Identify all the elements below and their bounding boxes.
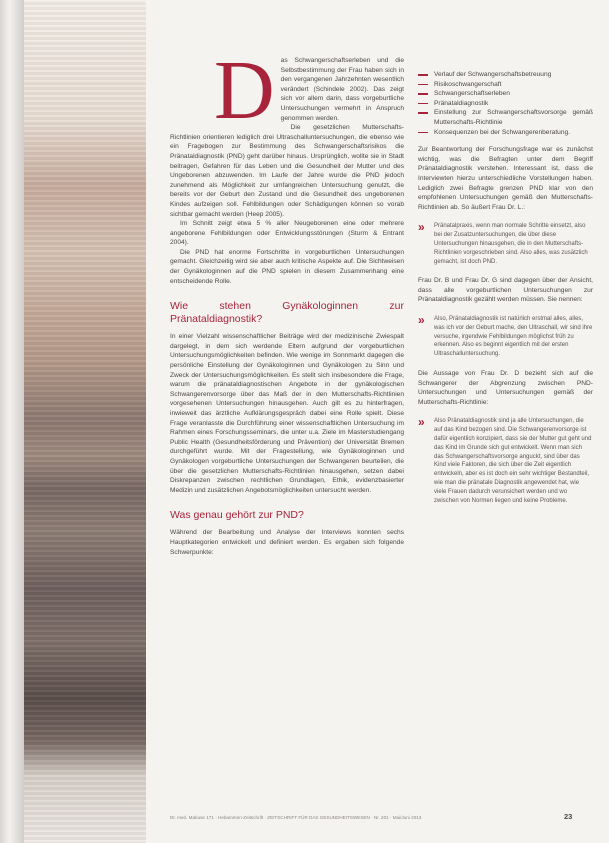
list-item: Einstellung zur Schwangerschaftsvorsorge gemäß Mutterschafts-Richtlinie <box>418 108 593 127</box>
body-paragraph: Die gesetzlichen Mutterschafts-Richtlinien orientieren lediglich drei Ultraschalluntersuchungen, die ebenso wie ein Fragebogen zur Bestimmung des Schwangerschaftsrisikos die Pränataldiagnostik (PND) geht darüber hinaus. Ursprünglich, wollte sie in Stadt beitragen, Gefahren für das Leben und die Gesundheit der Mutter und des Ungeborenen abzuwenden. Im Laufe der Jahre wurde die PND jedoch zunehmend als Möglichkeit zur umfangreichen Untersuchung genutzt, die bereits vor der Geburt den Zustand und die Gesundheit des ungeborenen Kindes aufzeigen soll. Fehlbildungen oder Schädigungen können so vorab sichtbar gemacht werden (Heep 2005). <box>170 124 404 218</box>
list-item: Pränataldiagnostik <box>418 99 593 109</box>
page-footer: Dr. med. Mabuse 171 · Hebammen-Zeitschrift · ZEITSCHRIFT FÜR DAS GESUNDHEITSWESEN · Nr. 201 · Mai/Juni 2013 <box>170 815 422 820</box>
binding-spine <box>0 0 24 843</box>
intro-paragraph: as Schwangerschaftserleben und die Selbstbestimmung der Frau haben sich in den vergangenen Jahrzehnten wesentlich verändert (Schindele 2002). Das zeigt sich vor allem darin, dass vorgeburtliche Untersuchungen vermehrt in Anspruch genommen werden. <box>280 57 404 122</box>
body-paragraph: Während der Bearbeitung und Analyse der Interviews konnten sechs Hauptkategorien entwickelt und definiert werden. Es ergaben sich folgende Schwerpunkte: <box>170 529 404 556</box>
dash-icon <box>418 132 428 134</box>
magazine-page <box>146 0 609 843</box>
body-paragraph: Zur Beantwortung der Forschungsfrage war es zunächst wichtig, was die Befragten unter dem Begriff Pränataldiagnostik verstehen. Interessant ist, dass die Interviewten hierzu unterschiedliche Vorstellungen haben. Lediglich zwei Befragte grenzen PND klar von den empfohlenen Untersuchungen gemäß den Mutterschafts-Richtlinien ab. So äußert Frau Dr. L.: <box>418 146 593 211</box>
list-item: Risikoschwangerschaft <box>418 80 593 90</box>
interview-quote: » Pränatalpraxis, wenn man normale Schritte einsetzt, also bei der Zusatzuntersuchungen, die über diese Untersuchungen hinausgehen, die in den Mutterschafts-Richtlinien vorgeschrieben sind. Also alles, was zusätzlich gemacht, ist doch PND. <box>418 220 588 265</box>
body-paragraph: Frau Dr. B und Frau Dr. G sind dagegen über der Ansicht, dass alle vorgeburtlichen Untersuchungen zur Pränataldiagnostik gezählt werden müssen. Sie nennen: <box>418 277 593 304</box>
page-number: 23 <box>564 812 573 821</box>
list-item: Konsequenzen bei der Schwangerenberatung. <box>418 128 593 138</box>
dash-icon <box>418 93 428 95</box>
section-heading-gynaekologinnen: Wie stehen Gynäkologinnen zur Pränataldiagnostik? <box>170 300 404 326</box>
dash-icon <box>418 74 428 76</box>
right-column <box>418 70 593 515</box>
interview-quote: » Also, Pränataldiagnostik ist natürlich erstmal alles, alles, was ich vor der Geburt mache, den Ultraschall, wir sind ihre versuche, irgendwie Fehlbildungen möglichst früh zu erkennen. Also es beginnt eigentlich mit der ersten Ultraschalluntersuchung. <box>418 313 593 358</box>
dash-icon <box>418 112 428 114</box>
dash-icon <box>418 103 428 105</box>
left-column <box>170 44 404 557</box>
section-heading-pnd: Was genau gehört zur PND? <box>170 509 304 522</box>
sea-photo <box>24 0 146 843</box>
interview-quote: » Also Pränataldiagnostik sind ja alle Untersuchungen, die auf das Kind bezogen sind. Die Schwangerenvorsorge ist dafür eigentlich konzipiert, dass sie der Mutter gut geht und das Kind im Grunde sich gut entwickelt. Wenn man sich das Schwangerschaftsvorsorge anguckt, sind über das Kind viele Faktoren, die sich über die Zeit eigentlich entwickeln, aber es ist doch ein sehr wichtiger Bestandteil, wie man die pränatale Diagnostik angewendet hat, wie viele Frauen dadurch verunsichert werden und wo zwischen von Normen liegen und keine Probleme. <box>418 415 592 504</box>
list-item: Verlauf der Schwangerschaftsbetreuung <box>418 70 593 80</box>
body-paragraph: In einer Vielzahl wissenschaftlicher Beiträge wird der medizinische Zwiespalt dargelegt, in dem sich werdende Eltern aufgrund der vorgeburtlichen Untersuchungsmöglichkeiten befinden. Wie wenige im Sonnmarkt dagegen die persönliche Einstellung der Gynäkologinnen und Gynäkologen zu Sinn und Zweck der Untersuchungsmöglichkeiten. Es stellt sich insbesondere die Frage, warum die pränataldiagnostischen Angebote in der gynäkologischen Schwangerenvorsorge über das Maß der in den Mutterschafts-Richtlinien vorgesehenen Untersuchungen hinausgehen. Auch gilt es zu hinterfragen, inwieweit das ärztliche Aufklärungsgespräch dabei eine Rolle spielt. Diese Frage veranlasste die Durchführung einer wissenschaftlichen Untersuchung im Rahmen eines Forschungsseminars, die unter u.a. Ziele im Masterstudiengang Public Health (Gesundheitsförderung und Prävention) der Universität Bremen durchgeführt wurde. Mit der Fragestellung, wie Gynäkologinnen und Gynäkologen vorgeburtliche Untersuchungen der Schwangeren beurteilen, die über die gesetzlichen Mutterschafts-Richtlinien hinausgehen, setzen dabei Diskrepanzen zwischen rechtlichen Grundlagen, Ethik, evidenzbasierter Medizin und zusätzlichen Angebotsmöglichkeiten untersucht werden. <box>170 333 404 494</box>
quote-chevron-icon: » <box>418 415 425 430</box>
category-list <box>418 70 593 137</box>
dash-icon <box>418 84 428 86</box>
body-paragraph: Die PND hat enorme Fortschritte in vorgeburtlichen Untersuchungen gemacht. Gleichzeitig wird sie aber auch kritische Aspekte auf. Die Sichtweisen der Gynäkologinnen auf die PND spielen in diesem Zusammenhang eine entscheidende Rolle. <box>170 248 404 285</box>
body-paragraph: Im Schnitt zeigt etwa 5 % aller Neugeborenen eine oder mehrere angeborene Fehlbildungen oder Entwicklungsstörungen (Sturm & Entrant 2004). <box>170 220 404 247</box>
list-item: Schwangerschaftserleben <box>418 89 593 99</box>
quote-chevron-icon: » <box>418 220 425 235</box>
body-paragraph: Die Aussage von Frau Dr. D bezieht sich auf die Schwangerer der Abgrenzung zwischen PND-Untersuchungen und Untersuchungen gemäß der Mutterschafts-Richtlinie: <box>418 370 593 406</box>
quote-chevron-icon: » <box>418 313 425 328</box>
dropcap: D <box>214 44 275 137</box>
